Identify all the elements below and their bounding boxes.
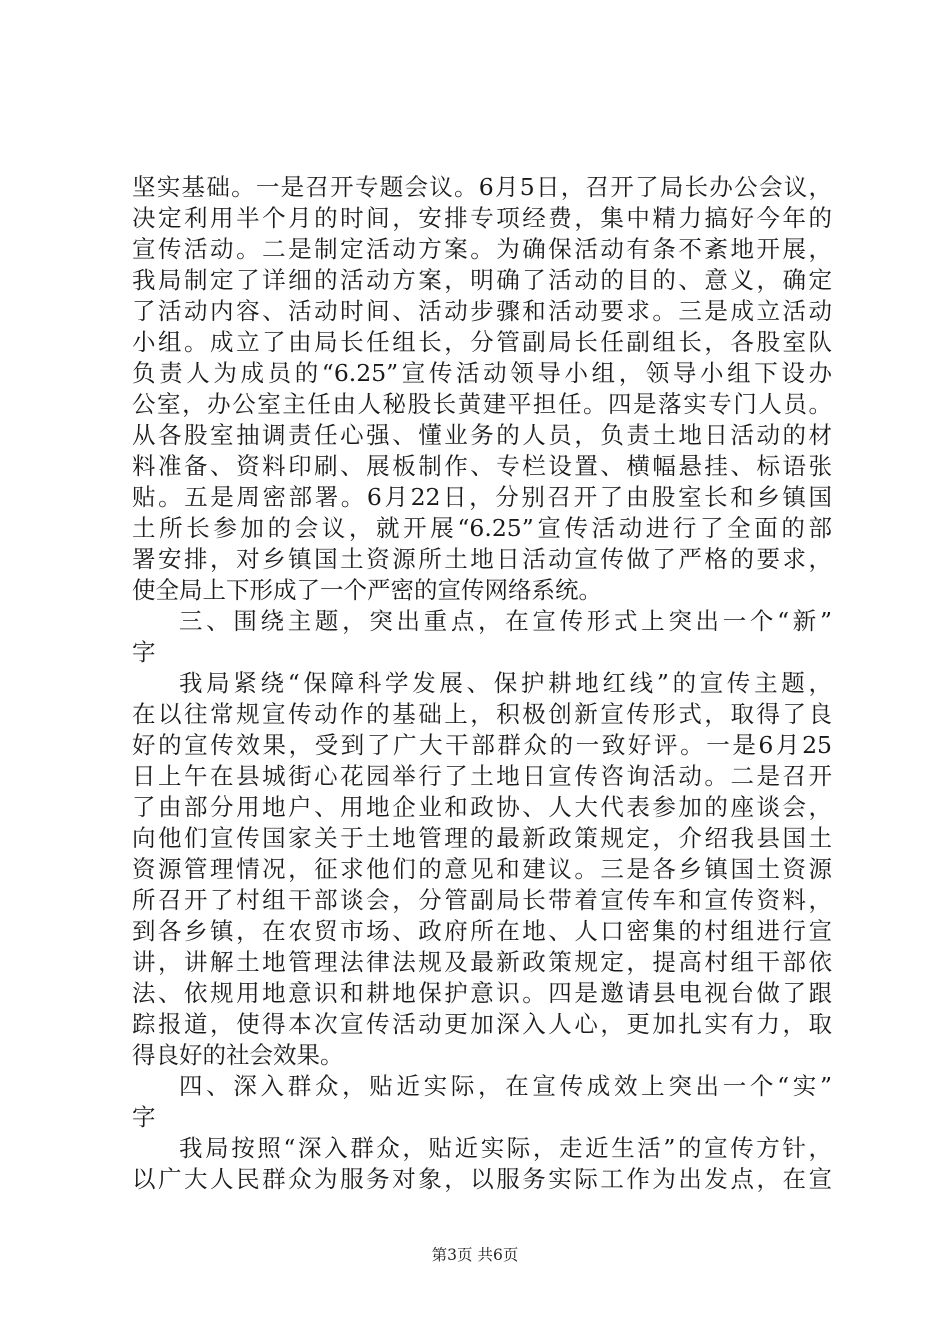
text-line: 所召开了村组干部谈会，分管副局长带着宣传车和宣传资料， [132,886,832,914]
text-line: 我局制定了详细的活动方案，明确了活动的目的、意义，确定 [132,266,832,294]
text-line: 到各乡镇，在农贸市场、政府所在地、人口密集的村组进行宣 [132,917,832,945]
text-line: 四、深入群众，贴近实际，在宣传成效上突出一个“实” [179,1072,832,1100]
text-line: 好的宣传效果，受到了广大干部群众的一致好评。一是6月25 [132,731,832,759]
text-line: 我局紧绕“保障科学发展、保护耕地红线”的宣传主题， [179,669,832,697]
text-line: 小组。成立了由局长任组长，分管副局长任副组长，各股室队 [132,328,832,356]
text-line: 从各股室抽调责任心强、懂业务的人员，负责土地日活动的材 [132,421,832,449]
text-line: 以广大人民群众为服务对象，以服务实际工作为出发点，在宣 [132,1165,832,1193]
text-line: 我局按照“深入群众，贴近实际，走近生活”的宣传方针， [179,1134,832,1162]
text-line: 踪报道，使得本次宣传活动更加深入人心，更加扎实有力，取 [132,1010,832,1038]
text-line: 三、围绕主题，突出重点，在宣传形式上突出一个“新” [179,607,832,635]
page-footer: 第3页 共6页 [431,1246,519,1264]
text-line: 资源管理情况，征求他们的意见和建议。三是各乡镇国土资源 [132,855,832,883]
text-line: 土所长参加的会议，就开展“6.25”宣传活动进行了全面的部 [132,514,832,542]
text-line: 贴。五是周密部署。6月22日，分别召开了由股室长和乡镇国 [132,483,832,511]
text-line: 使全局上下形成了一个严密的宣传网络系统。 [132,576,602,604]
text-line: 法、依规用地意识和耕地保护意识。四是邀请县电视台做了跟 [132,979,832,1007]
text-line: 字 [132,1103,156,1131]
text-line: 公室，办公室主任由人秘股长黄建平担任。四是落实专门人员。 [132,390,832,418]
text-line: 料准备、资料印刷、展板制作、专栏设置、横幅悬挂、标语张 [132,452,832,480]
text-line: 署安排，对乡镇国土资源所土地日活动宣传做了严格的要求， [132,545,832,573]
text-line: 负责人为成员的“6.25”宣传活动领导小组，领导小组下设办 [132,359,832,387]
text-line: 宣传活动。二是制定活动方案。为确保活动有条不紊地开展， [132,235,832,263]
text-line: 了由部分用地户、用地企业和政协、人大代表参加的座谈会， [132,793,832,821]
text-line: 日上午在县城街心花园举行了土地日宣传咨询活动。二是召开 [132,762,832,790]
text-line: 得良好的社会效果。 [132,1041,344,1069]
text-line: 了活动内容、活动时间、活动步骤和活动要求。三是成立活动 [132,297,832,325]
text-line: 坚实基础。一是召开专题会议。6月5日，召开了局长办公会议， [132,173,832,201]
text-line: 决定利用半个月的时间，安排专项经费，集中精力搞好今年的 [132,204,832,232]
text-line: 向他们宣传国家关于土地管理的最新政策规定，介绍我县国土 [132,824,832,852]
text-line: 字 [132,638,156,666]
text-line: 在以往常规宣传动作的基础上，积极创新宣传形式，取得了良 [132,700,832,728]
body-text [132,172,832,1195]
text-line: 讲，讲解土地管理法律法规及最新政策规定，提高村组干部依 [132,948,832,976]
